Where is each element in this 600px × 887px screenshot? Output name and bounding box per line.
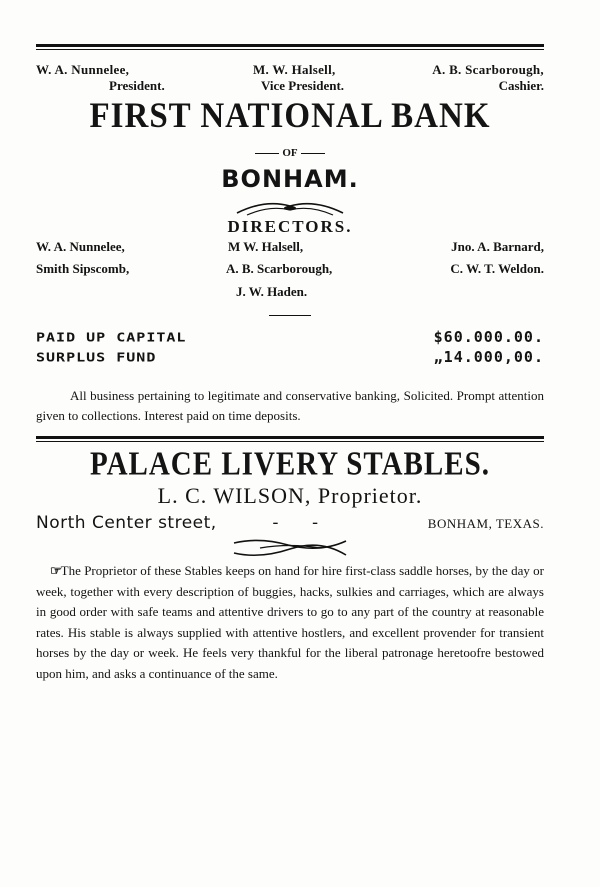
bank-officers: [36, 62, 544, 94]
advertisement-page: [36, 44, 544, 684]
officer-name: W. A. Nunnelee,: [36, 62, 130, 77]
officer-role: Vice President.: [260, 78, 345, 93]
directors-heading: DIRECTORS.: [227, 217, 353, 236]
street-address: North Center street,: [36, 513, 217, 533]
capital-row: [36, 328, 544, 346]
address-row: [36, 513, 544, 533]
of-line: [36, 147, 544, 159]
dash-right: [301, 153, 325, 154]
section-divider-rule: [36, 436, 544, 442]
surplus-amount: „14.000,00.: [433, 348, 544, 366]
officer-president: [36, 62, 165, 94]
address-dashes: - -: [272, 513, 333, 533]
director-name: A. B. Scarborough,: [226, 261, 333, 276]
director-name: J. W. Haden.: [236, 284, 308, 299]
livery-paragraph-text: The Proprietor of these Stables keeps on hand for hire first-class saddle horses, by the day or week, together with every description of buggies, hacks, sulkies and carriages, which are always in good order with safe teams and attentive drivers to go to any part of the country at reasonable rates. His stable is always supplied with attentive hostlers, and excellent provender for transient horses by the day or week. He feels very thankful for the liberal patronage heretoofre bestowed upon him, and asks a continuance of the same.: [36, 563, 544, 681]
director-name: C. W. T. Weldon.: [450, 261, 544, 276]
director-name: W. A. Nunnelee,: [36, 239, 125, 254]
officer-name: M. W. Halsell,: [252, 62, 336, 77]
of-label: OF: [282, 147, 298, 159]
dash-left: [255, 153, 279, 154]
livery-paragraph: [36, 561, 544, 684]
proprietor-line: L. C. WILSON, Proprietor.: [157, 483, 423, 508]
flourish-ornament-icon: [235, 197, 345, 217]
officer-vice-president: [253, 62, 344, 94]
officer-cashier: [432, 62, 544, 94]
city-state: BONHAM, TEXAS.: [427, 516, 544, 531]
short-rule: [269, 315, 311, 316]
capital-amount: $60.000.00.: [433, 328, 544, 346]
capital-block: [36, 328, 544, 374]
livery-title: PALACE LIVERY STABLES.: [90, 445, 490, 483]
surplus-label: SURPLUS FUND: [36, 349, 157, 365]
bank-paragraph: All business pertaining to legitimate and conservative banking, Solicited. Prompt attention given to collections. Interest paid on time deposits.: [36, 388, 544, 423]
officer-role: President.: [109, 78, 165, 93]
director-name: Jno. A. Barnard,: [451, 239, 544, 254]
director-name: Smith Sipscomb,: [36, 261, 130, 276]
top-double-rule: [36, 44, 544, 50]
flourish-ornament-icon: [230, 537, 350, 559]
bank-city: BONHAM.: [221, 165, 359, 193]
director-name: M W. Halsell,: [228, 239, 304, 254]
capital-label: PAID UP CAPITAL: [36, 329, 187, 345]
officer-role: Cashier.: [498, 78, 544, 93]
officer-name: A. B. Scarborough,: [432, 62, 544, 77]
directors-list: [36, 239, 544, 311]
pointing-hand-icon: ☞: [50, 563, 61, 578]
surplus-row: [36, 348, 544, 366]
bank-title: FIRST NATIONAL BANK: [89, 96, 491, 136]
